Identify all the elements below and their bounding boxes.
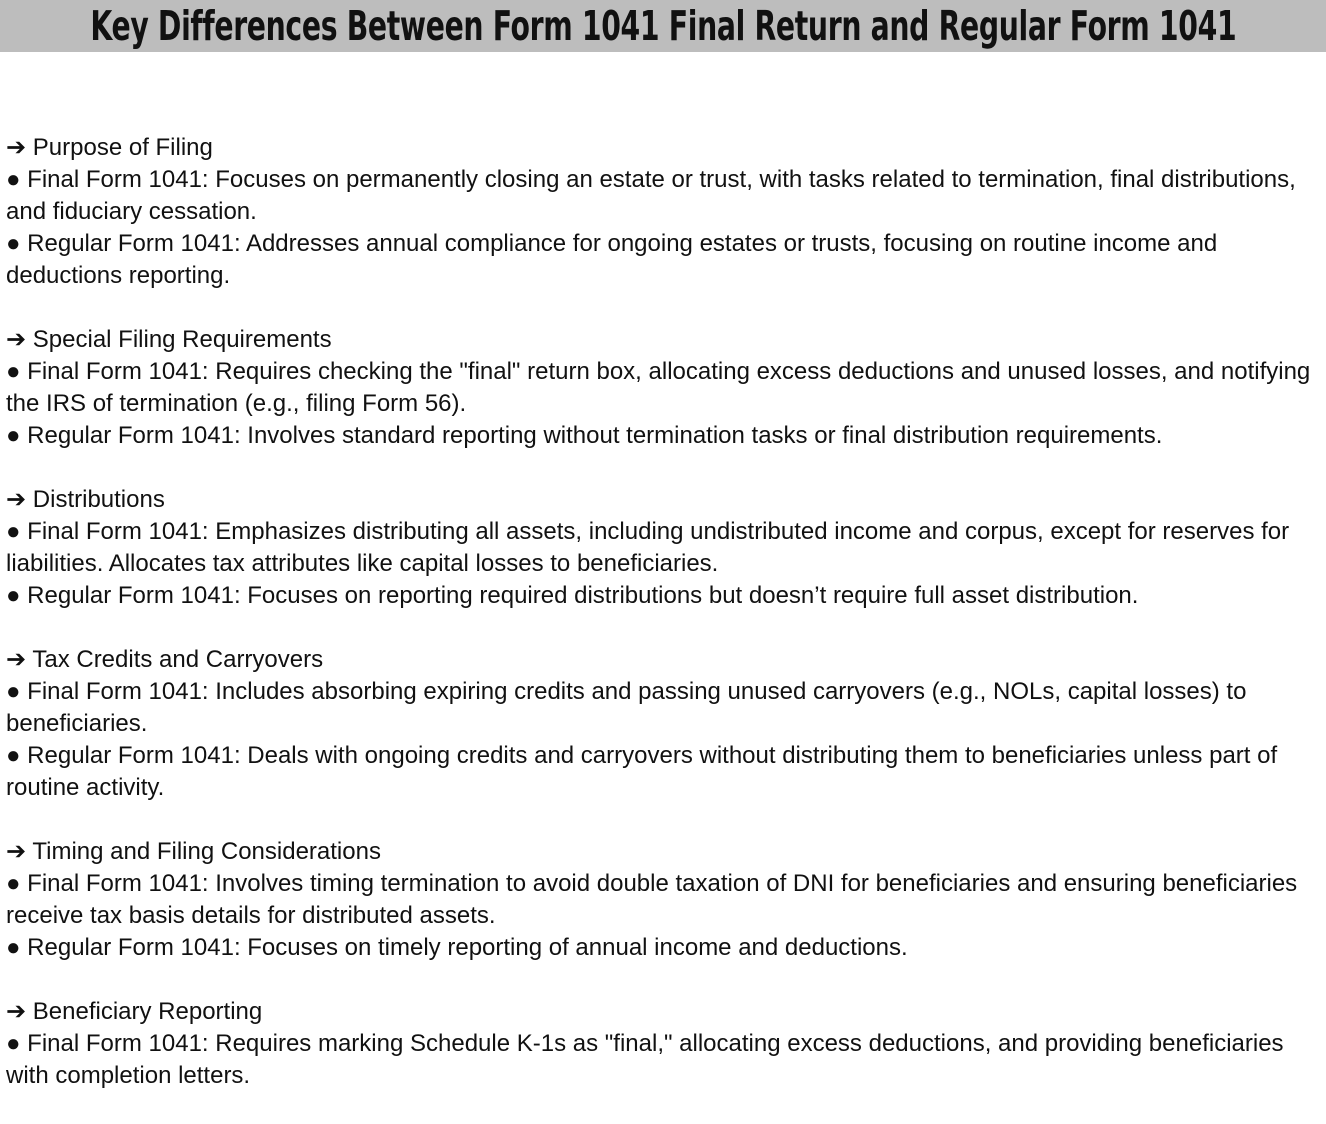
section-tax-credits-and-carryovers [6, 644, 1318, 804]
section-heading [6, 996, 1318, 1028]
list-item-text: Regular Form 1041: Involves standard reporting without termination tasks or final distribution requirements. [27, 422, 1163, 449]
section-purpose-of-filing [6, 132, 1318, 292]
list-item-text: Regular Form 1041: Focuses on reporting required distributions but doesn’t require full asset distribution. [27, 582, 1139, 609]
list-item [6, 516, 1318, 580]
list-item [6, 164, 1318, 228]
title-bar [0, 0, 1326, 52]
list-item-text: Final Form 1041: Involves timing termination to avoid double taxation of DNI for beneficiaries and ensuring beneficiaries receive tax basis details for distributed assets. [6, 870, 1298, 929]
bullet-icon: ● [6, 582, 21, 609]
list-item [6, 868, 1318, 932]
content-body [6, 132, 1318, 1124]
section-heading-text: Beneficiary Reporting [32, 998, 263, 1025]
list-item-text: Final Form 1041: Includes absorbing expiring credits and passing unused carryovers (e.g., NOLs, capital losses) to beneficiaries. [6, 678, 1247, 737]
section-timing-and-filing-considerations [6, 836, 1318, 964]
section-heading-text: Distributions [32, 486, 165, 513]
arrow-icon: ➔ [6, 326, 27, 353]
list-item-text: Final Form 1041: Requires checking the "final" return box, allocating excess deductions and unused losses, and notifying the IRS of termination (e.g., filing Form 56). [6, 358, 1311, 417]
arrow-icon: ➔ [6, 486, 27, 513]
arrow-icon: ➔ [6, 646, 27, 673]
list-item [6, 1028, 1318, 1092]
bullet-icon: ● [6, 358, 21, 385]
bullet-icon: ● [6, 422, 21, 449]
list-item [6, 932, 1318, 964]
section-heading [6, 484, 1318, 516]
bullet-icon: ● [6, 166, 21, 193]
bullet-icon: ● [6, 1030, 21, 1057]
arrow-icon: ➔ [6, 998, 27, 1025]
bullet-icon: ● [6, 742, 21, 769]
section-heading [6, 644, 1318, 676]
section-special-filing-requirements [6, 324, 1318, 452]
section-heading [6, 836, 1318, 868]
bullet-icon: ● [6, 678, 21, 705]
section-heading [6, 324, 1318, 356]
list-item-text: Final Form 1041: Emphasizes distributing all assets, including undistributed income and corpus, except for reserves for liabilities. Allocates tax attributes like capital losses to beneficiaries. [6, 518, 1290, 577]
bullet-icon: ● [6, 518, 21, 545]
section-heading-text: Purpose of Filing [32, 134, 213, 161]
list-item [6, 228, 1318, 292]
section-beneficiary-reporting [6, 996, 1318, 1092]
bullet-icon: ● [6, 934, 21, 961]
list-item-text: Regular Form 1041: Addresses annual compliance for ongoing estates or trusts, focusing on routine income and deductions reporting. [6, 230, 1218, 289]
list-item-text: Final Form 1041: Requires marking Schedule K-1s as "final," allocating excess deductions, and providing beneficiaries with completion letters. [6, 1030, 1284, 1089]
list-item-text: Final Form 1041: Focuses on permanently closing an estate or trust, with tasks related to termination, final distributions, and fiduciary cessation. [6, 166, 1296, 225]
list-item-text: Regular Form 1041: Focuses on timely reporting of annual income and deductions. [27, 934, 908, 961]
list-item [6, 420, 1318, 452]
section-distributions [6, 484, 1318, 612]
bullet-icon: ● [6, 230, 21, 257]
section-heading-text: Timing and Filing Considerations [32, 838, 381, 865]
list-item [6, 740, 1318, 804]
bullet-icon: ● [6, 870, 21, 897]
arrow-icon: ➔ [6, 838, 27, 865]
list-item [6, 676, 1318, 740]
arrow-icon: ➔ [6, 134, 27, 161]
section-heading [6, 132, 1318, 164]
section-heading-text: Special Filing Requirements [32, 326, 332, 353]
page-title: Key Differences Between Form 1041 Final Return and Regular Form 1041 [90, 2, 1236, 50]
section-heading-text: Tax Credits and Carryovers [32, 646, 324, 673]
list-item [6, 356, 1318, 420]
list-item [6, 580, 1318, 612]
list-item-text: Regular Form 1041: Deals with ongoing credits and carryovers without distributing them to beneficiaries unless part of routine activity. [6, 742, 1278, 801]
